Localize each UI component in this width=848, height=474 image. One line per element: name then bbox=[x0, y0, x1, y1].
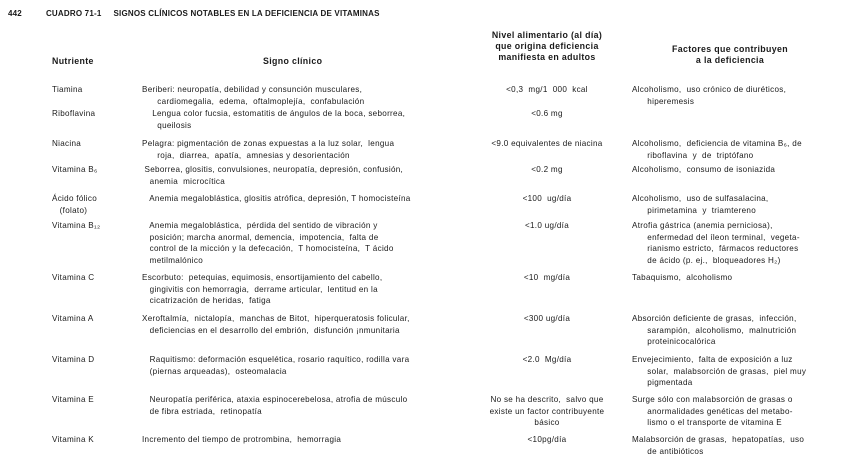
column-header-nutriente: Nutriente bbox=[52, 56, 94, 66]
cell-signo: Xeroftalmía, nictalopía, manchas de Bitot, hiperqueratosis folicular, deficiencias en el desarrollo del embrión, disfunción ¡nmunitaria bbox=[142, 314, 410, 335]
cell-nutriente: Vitamina C bbox=[52, 273, 95, 282]
cell-nivel: <300 ug/día bbox=[523, 314, 571, 323]
cell-nivel: <0.2 mg bbox=[531, 165, 563, 174]
column-header-signo: Signo clínico bbox=[263, 56, 323, 66]
cell-factores: Malabsorción de grasas, hepatopatías, uso de antibióticos bbox=[632, 435, 805, 456]
cell-signo: Neuropatía periférica, ataxia espinocerebelosa, atrofia de músculo de fibra estriada, retinopatía bbox=[149, 395, 408, 416]
cell-signo: Anemia megaloblástica, glositis atrófica, depresión, T homocisteína bbox=[142, 194, 411, 203]
cell-factores: Atrofia gástrica (anemia perniciosa), enfermedad del íleon terminal, vegeta- rianismo estricto, fármacos reductores de ácido (p. ej., bloqueadores H₂) bbox=[632, 221, 800, 265]
cell-nivel: <2.0 Mg/día bbox=[522, 355, 572, 364]
column-header-nivel: Nivel alimentario (al día) que origina deficiencia manifiesta en adultos bbox=[491, 30, 603, 62]
page-number: 442 bbox=[8, 9, 22, 18]
cell-factores: Absorción deficiente de grasas, infección, sarampión, alcoholismo, malnutrición proteinicocalórica bbox=[632, 314, 797, 347]
cell-nutriente: Vitamina B₁₂ bbox=[52, 221, 101, 230]
cell-nutriente: Tiamina bbox=[52, 85, 83, 94]
cell-nutriente: Vitamina A bbox=[52, 314, 94, 323]
table-header-line bbox=[8, 9, 380, 18]
cell-nutriente: Vitamina K bbox=[52, 435, 94, 444]
cell-signo: Escorbuto: petequias, equimosis, ensortijamiento del cabello, gingivitis con hemorragia, derrame articular, lentitud en la cicatrización de heridas, fatiga bbox=[142, 273, 383, 306]
cell-factores: Alcoholismo, consumo de isoniazida bbox=[632, 165, 776, 174]
cuadro-label: CUADRO 71-1 bbox=[45, 9, 102, 18]
cell-nivel: <10pg/día bbox=[527, 435, 567, 444]
cell-nutriente: Vitamina B₆ bbox=[52, 165, 98, 174]
cell-nutriente: Vitamina D bbox=[52, 355, 95, 364]
cell-signo: Lengua color fucsia, estomatitis de ángulos de la boca, seborrea, queilosis bbox=[152, 109, 406, 130]
cell-factores: Tabaquismo, alcoholismo bbox=[632, 273, 733, 282]
cell-signo: Seborrea, glositis, convulsiones, neuropatía, depresión, confusión, anemia microcítica bbox=[144, 165, 404, 186]
cell-nutriente: Ácido fólico (folato) bbox=[52, 194, 97, 215]
cell-factores: Envejecimiento, falta de exposición a luz solar, malabsorción de grasas, piel muy pigmentada bbox=[632, 355, 807, 388]
cell-factores: Alcoholismo, uso de sulfasalacina, pirimetamina y triamtereno bbox=[632, 194, 769, 215]
table-title: SIGNOS CLÍNICOS NOTABLES EN LA DEFICIENCIA DE VITAMINAS bbox=[113, 9, 380, 18]
cell-nivel: <10 mg/día bbox=[523, 273, 571, 282]
cell-nutriente: Riboflavina bbox=[52, 109, 96, 118]
cell-signo: Anemia megaloblástica, pérdida del sentido de vibración y posición; marcha anormal, demencia, impotencia, falta de control de la micción y la defecación, T homocisteína, T ácido metilmalónico bbox=[149, 221, 394, 265]
cell-signo: Incremento del tiempo de protrombina, hemorragia bbox=[142, 435, 342, 444]
cell-nivel: <100 ug/día bbox=[522, 194, 572, 203]
cell-nutriente: Vitamina E bbox=[52, 395, 94, 404]
cell-nutriente: Niacina bbox=[52, 139, 82, 148]
cell-nivel: <1.0 ug/día bbox=[524, 221, 570, 230]
cell-signo: Pelagra: pigmentación de zonas expuestas a la luz solar, lengua roja, diarrea, apatía, amnesias y desorientación bbox=[142, 139, 395, 160]
cell-factores: Alcoholismo, uso crónico de diuréticos, hiperemesis bbox=[632, 85, 787, 106]
cell-nivel: <0.6 mg bbox=[531, 109, 563, 118]
cell-signo: Raquitismo: deformación esquelética, rosario raquítico, rodilla vara (piernas arqueadas), osteomalacia bbox=[149, 355, 410, 376]
cell-nivel: <0,3 mg/1 000 kcal bbox=[506, 85, 588, 94]
cell-factores: Alcoholismo, deficiencia de vitamina B₆, de riboflavina y de triptófano bbox=[632, 139, 802, 160]
cell-nivel: <9.0 equivalentes de niacina bbox=[491, 139, 603, 148]
column-header-factores: Factores que contribuyen a la deficiencia bbox=[672, 44, 788, 65]
cell-nivel: No se ha descrito, salvo que existe un factor contribuyente básico bbox=[489, 395, 605, 428]
cell-signo: Beriberi: neuropatía, debilidad y consunción musculares, cardiomegalia, edema, oftalmoplejía, confabulación bbox=[142, 85, 365, 106]
cell-factores: Surge sólo con malabsorción de grasas o anormalidades genéticas del metabo- lismo o el transporte de vitamina E bbox=[632, 395, 793, 428]
